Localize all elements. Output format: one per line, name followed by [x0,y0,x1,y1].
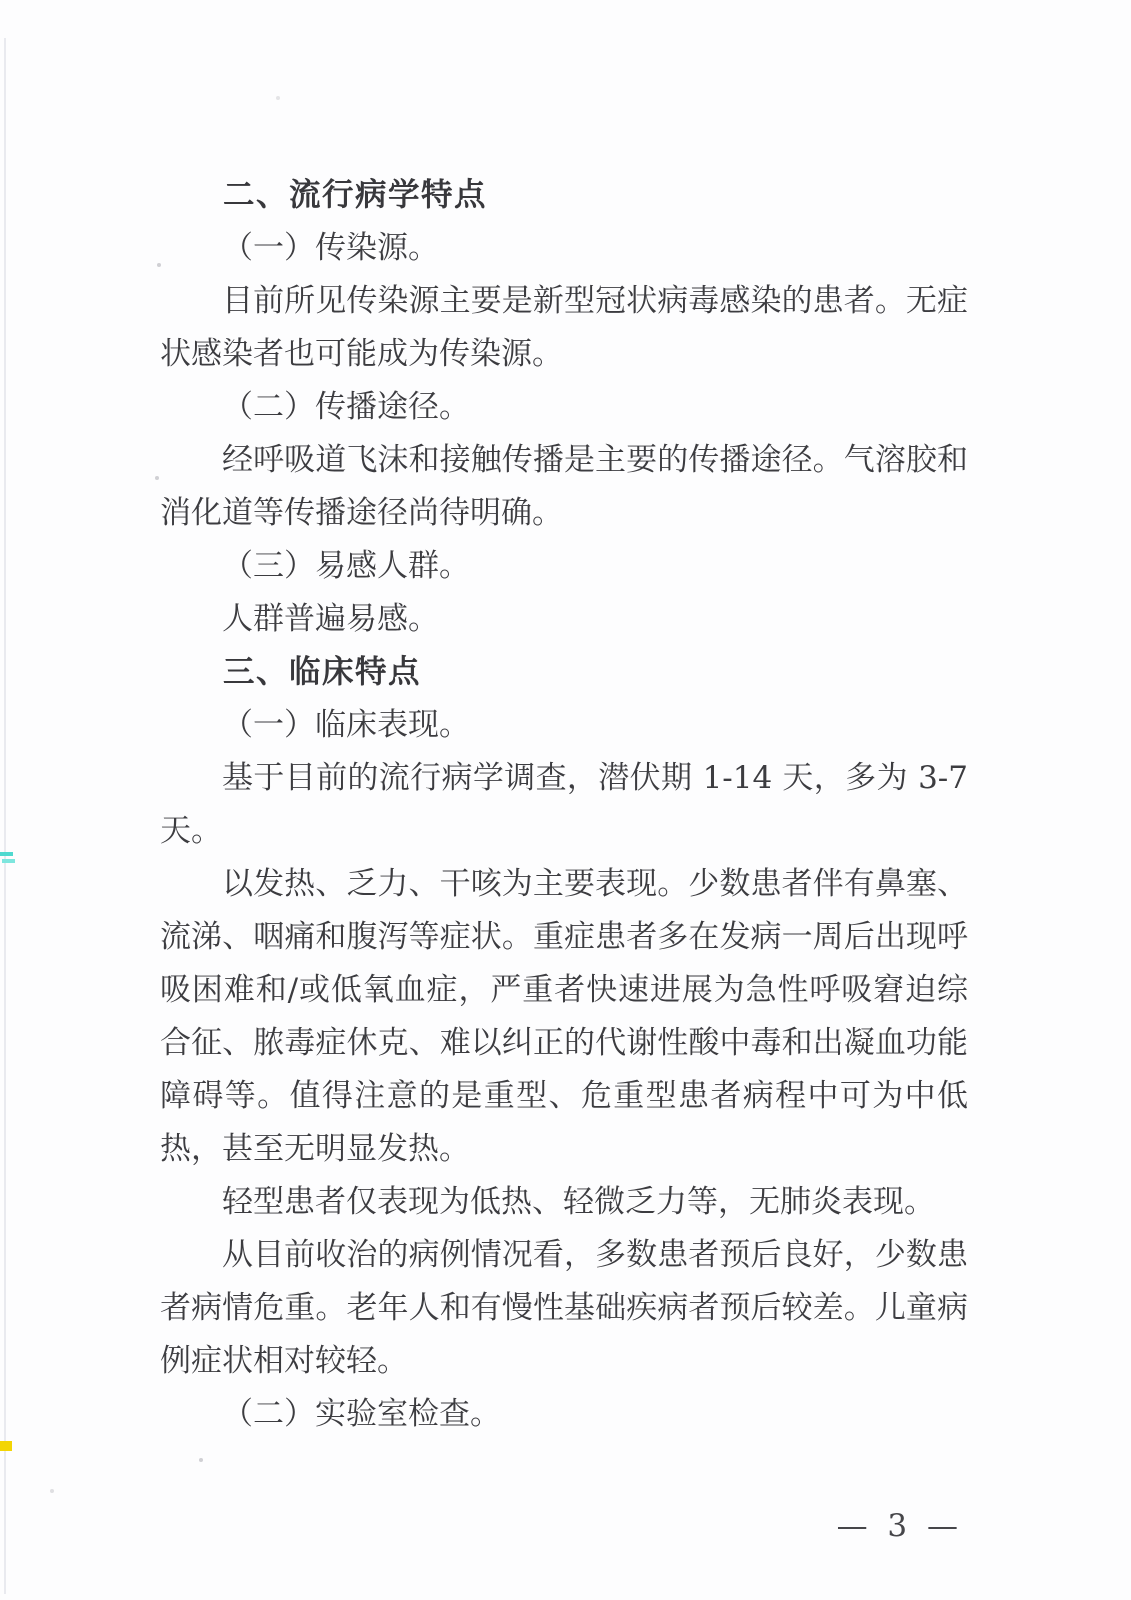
scan-speck-artifact [155,476,159,480]
scan-yellow-mark-artifact [0,1441,12,1451]
scan-edge-line-artifact [4,38,6,1594]
sub-heading: （三）易感人群。 [222,548,470,584]
paragraph: 人群普遍易感。 [222,601,439,637]
page-number: — 3 — [836,1508,963,1544]
paragraph: 经呼吸道飞沫和接触传播是主要的传播途径。气溶胶和消化道等传播途径尚待明确。 [160,442,968,531]
scan-cyan-mark-artifact-2 [2,859,15,863]
sub-heading: （二）实验室检查。 [222,1396,501,1432]
paragraph: 轻型患者仅表现为低热、轻微乏力等，无肺炎表现。 [222,1184,935,1220]
section-heading: 二、流行病学特点 [223,177,488,213]
sub-heading: （一）传染源。 [222,230,439,266]
paragraph: 从目前收治的病例情况看，多数患者预后良好，少数患者病情危重。老年人和有慢性基础疾病者预后较差。儿童病例症状相对较轻。 [160,1237,968,1379]
sub-heading: （一）临床表现。 [222,707,470,743]
scan-speck-artifact [199,1458,203,1462]
paragraph: 目前所见传染源主要是新型冠状病毒感染的患者。无症状感染者也可能成为传染源。 [160,283,968,372]
sub-heading: （二）传播途径。 [222,389,470,425]
scan-cyan-mark-artifact [0,852,13,856]
paragraph: 以发热、乏力、干咳为主要表现。少数患者伴有鼻塞、流涕、咽痛和腹泻等症状。重症患者多在发病一周后出现呼吸困难和/或低氧血症，严重者快速进展为急性呼吸窘迫综合征、脓毒症休克、难以纠正的代谢性酸中毒和出凝血功能障碍等。值得注意的是重型、危重型患者病程中可为中低热，甚至无明显发热。 [160,866,968,1167]
document-body [160,0,968,1441]
scan-speck-artifact [50,1489,54,1493]
section-heading: 三、临床特点 [223,654,422,690]
paragraph: 基于目前的流行病学调查，潜伏期 1-14 天，多为 3-7 天。 [160,760,968,849]
